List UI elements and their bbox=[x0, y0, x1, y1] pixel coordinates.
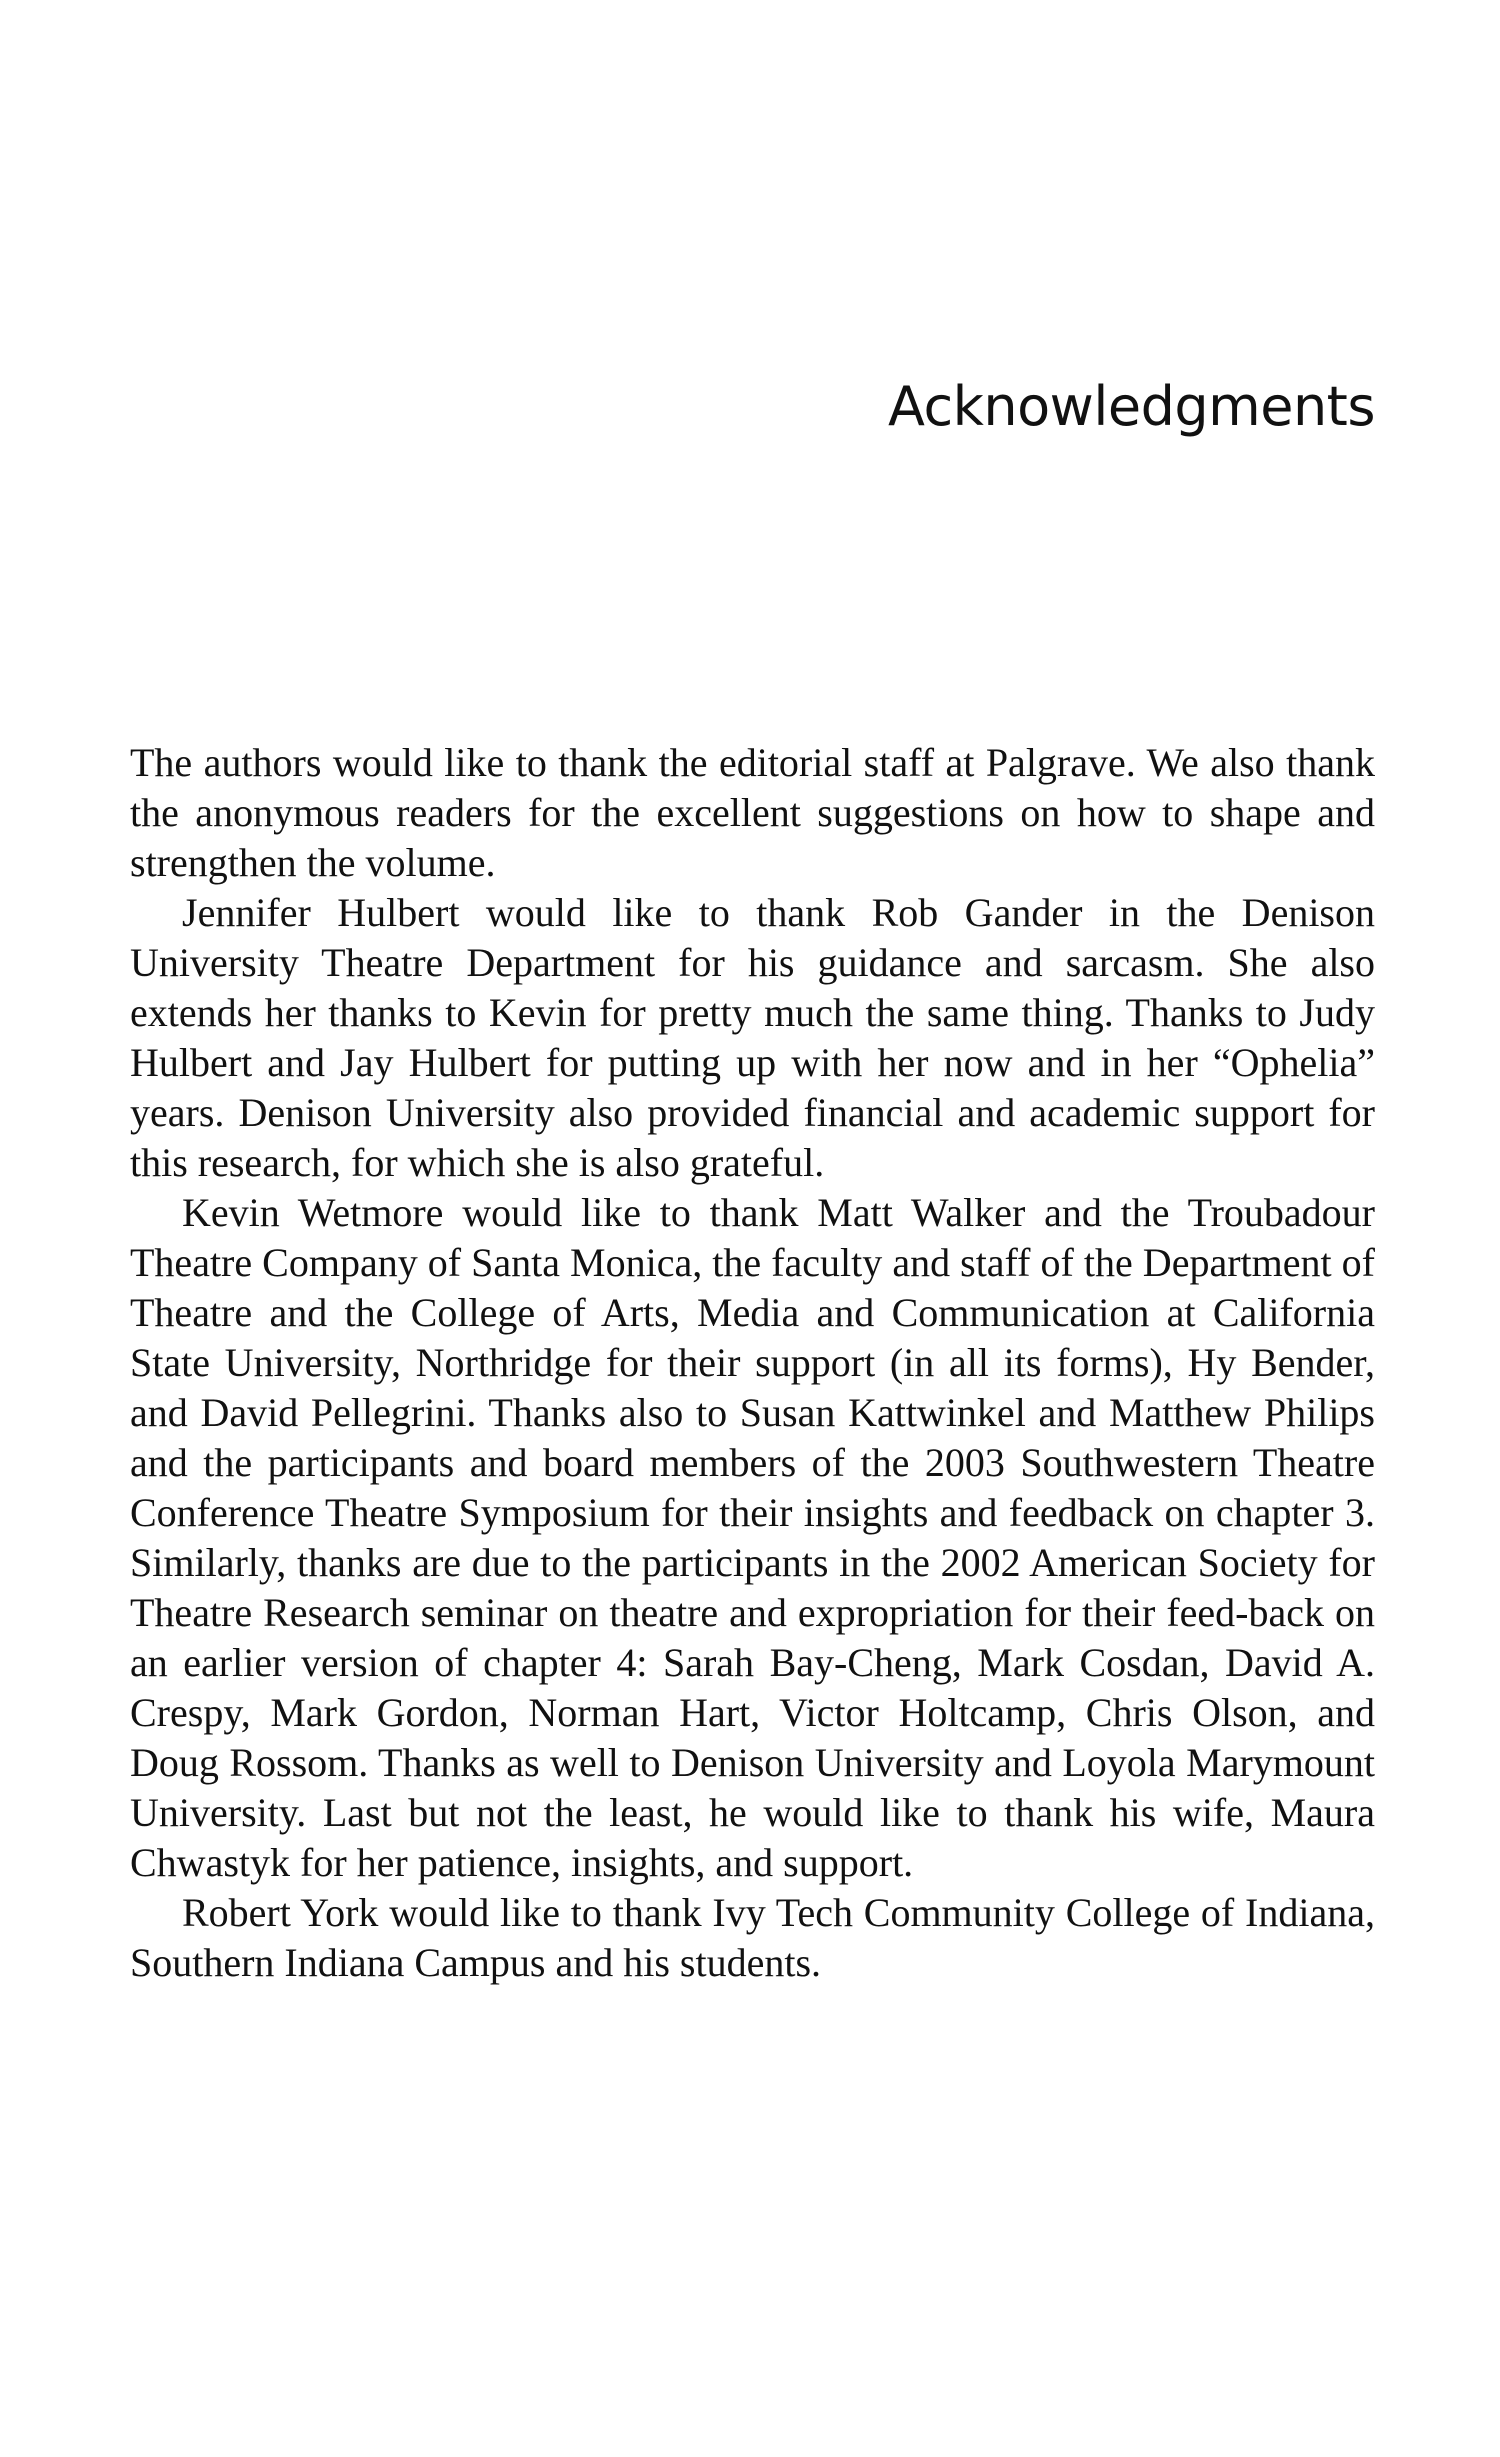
paragraph-robert-york: Robert York would like to thank Ivy Tech Community College of Indiana, Southern Indiana Campus and his students. bbox=[130, 1890, 1375, 1985]
paragraph-jennifer-hulbert: Jennifer Hulbert would like to thank Rob Gander in the Denison University Theatre Department for his guidance and sarcasm. She also extends her thanks to Kevin for pretty much the same thing. Thanks to Judy Hulbert and Jay Hulbert for putting up with her now and in her “Ophelia” years. Denison University also provided financial and academic support for this research, for which she is also grateful. bbox=[130, 890, 1375, 1185]
acknowledgments-body bbox=[130, 738, 1375, 1988]
document-page bbox=[130, 0, 1375, 2457]
paragraph-kevin-wetmore: Kevin Wetmore would like to thank Matt Walker and the Troubadour Theatre Company of Santa Monica, the faculty and staff of the Department of Theatre and the College of Arts, Media and Communication at California State University, Northridge for their support (in all its forms), Hy Bender, and David Pellegrini. Thanks also to Susan Kattwinkel and Matthew Philips and the participants and board members of the 2003 Southwestern Theatre Conference Theatre Symposium for their insights and feedback on chapter 3. Similarly, thanks are due to the participants in the 2002 American Society for Theatre Research seminar on theatre and expropriation for their feed-back on an earlier version of chapter 4: Sarah Bay-Cheng, Mark Cosdan, David A. Crespy, Mark Gordon, Norman Hart, Victor Holtcamp, Chris Olson, and Doug Rossom. Thanks as well to Denison University and Loyola Marymount University. Last but not the least, he would like to thank his wife, Maura Chwastyk for her patience, insights, and support. bbox=[130, 1190, 1375, 1885]
page-title: Acknowledgments bbox=[887, 375, 1375, 438]
paragraph-editorial-thanks: The authors would like to thank the editorial staff at Palgrave. We also thank the anonymous readers for the excellent suggestions on how to shape and strengthen the volume. bbox=[130, 740, 1375, 885]
